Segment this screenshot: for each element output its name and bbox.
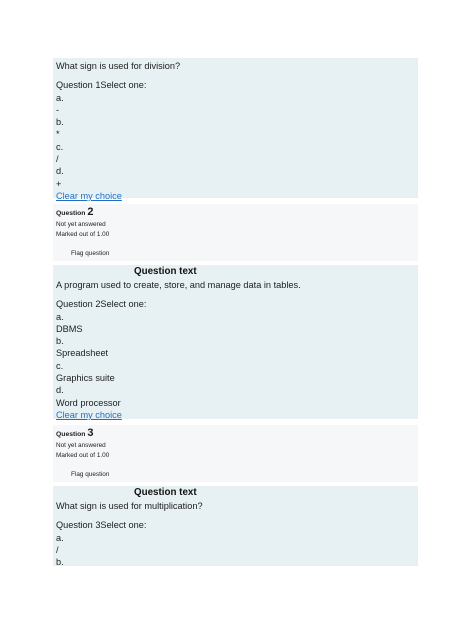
option-letter-a[interactable]: a. — [56, 92, 64, 103]
answer-status: Not yet answered — [56, 442, 106, 449]
question-3-info — [53, 425, 418, 482]
flag-question-link[interactable]: Flag question — [71, 471, 110, 478]
clear-choice-link[interactable]: Clear my choice — [56, 190, 122, 201]
question-1-content — [53, 58, 418, 201]
option-text-b[interactable]: * — [56, 129, 60, 140]
flag-question-link[interactable]: Flag question — [71, 250, 110, 257]
question-number-value: 3 — [87, 427, 94, 439]
question-number — [56, 427, 418, 441]
option-letter-b[interactable]: b. — [56, 557, 64, 568]
select-one-label: Question 1Select one: — [56, 80, 147, 91]
question-3-content — [53, 486, 418, 566]
marks-info: Marked out of 1.00 — [56, 452, 110, 459]
question-text-heading: Question text — [134, 266, 197, 277]
option-text-c[interactable]: / — [56, 154, 59, 165]
question-label: Question — [56, 210, 86, 217]
question-prompt: What sign is used for division? — [56, 61, 181, 71]
option-text-b[interactable]: Spreadsheet — [56, 348, 109, 359]
option-letter-b[interactable]: b. — [56, 117, 64, 128]
question-number-value: 2 — [87, 206, 94, 218]
clear-choice-link[interactable]: Clear my choice — [56, 409, 122, 420]
question-label: Question — [56, 431, 86, 438]
option-letter-c[interactable]: c. — [56, 141, 64, 152]
question-prompt: What sign is used for multiplication? — [56, 501, 203, 511]
option-text-a[interactable]: DBMS — [56, 323, 83, 334]
option-text-a[interactable]: - — [56, 104, 60, 115]
option-text-a[interactable]: / — [56, 544, 59, 555]
option-letter-c[interactable]: c. — [56, 360, 64, 371]
option-letter-b[interactable]: b. — [56, 336, 64, 347]
question-2-info — [53, 204, 418, 261]
option-letter-d[interactable]: d. — [56, 166, 64, 177]
question-text-heading: Question text — [134, 487, 197, 498]
select-one-label: Question 3Select one: — [56, 520, 147, 531]
option-letter-a[interactable]: a. — [56, 532, 64, 543]
question-prompt: A program used to create, store, and manage data in tables. — [56, 280, 301, 290]
question-number — [56, 206, 418, 220]
option-letter-a[interactable]: a. — [56, 311, 64, 322]
question-2-content — [53, 265, 418, 419]
marks-info: Marked out of 1.00 — [56, 231, 110, 238]
answer-status: Not yet answered — [56, 221, 106, 228]
option-letter-d[interactable]: d. — [56, 385, 64, 396]
select-one-label: Question 2Select one: — [56, 299, 147, 310]
option-text-d[interactable]: Word processor — [56, 397, 121, 408]
option-text-c[interactable]: Graphics suite — [56, 373, 115, 384]
option-text-d[interactable]: + — [56, 178, 62, 189]
